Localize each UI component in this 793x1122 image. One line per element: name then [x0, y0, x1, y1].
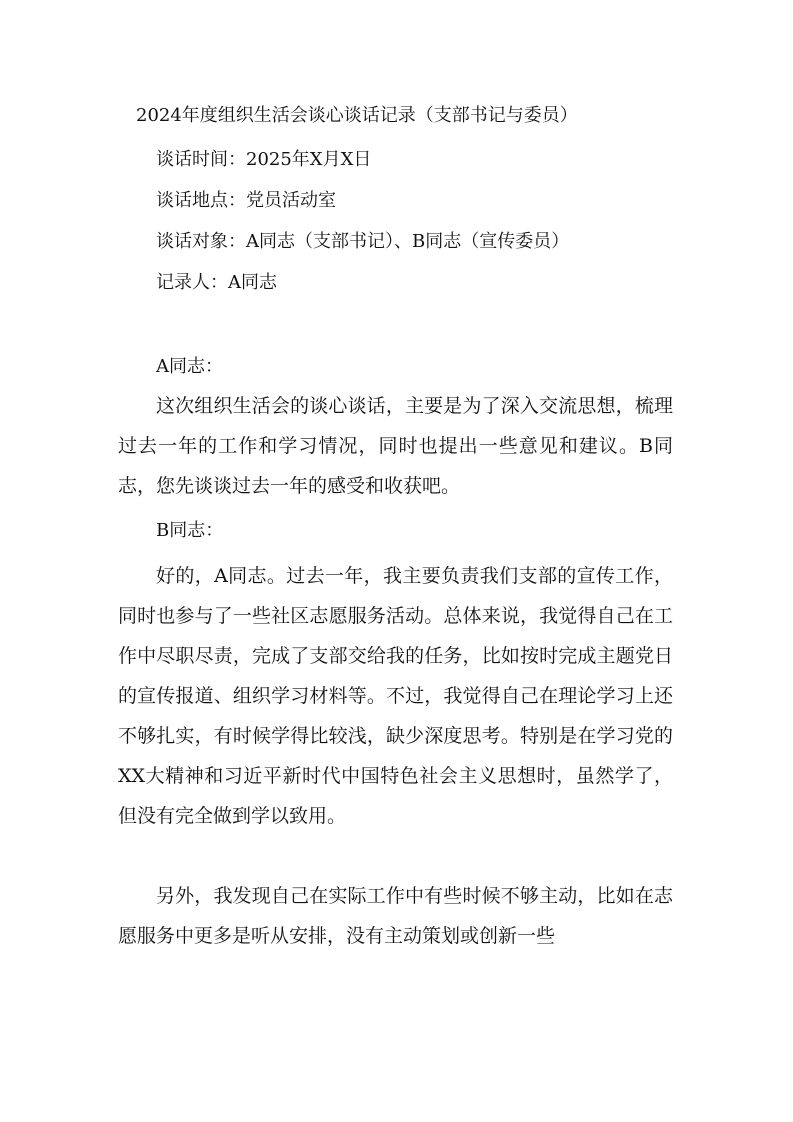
speaker-b-label: B同志： — [156, 520, 224, 541]
meta-location: 谈话地点：党员活动室 — [156, 190, 336, 211]
meta-participants: 谈话对象：A同志（支部书记）、B同志（宣传委员） — [156, 231, 570, 252]
speaker-a-label: A同志： — [156, 356, 223, 377]
meta-time: 谈话时间：2025年X月X日 — [156, 149, 372, 170]
paragraph-b-2: 另外，我发现自己在实际工作中有些时候不够主动，比如在志愿服务中更多是听从安排，没有主动策划或创新一些 — [118, 885, 673, 947]
paragraph-a-1: 这次组织生活会的谈心谈话，主要是为了深入交流思想，梳理过去一年的工作和学习情况，同时也提出一些意见和建议。B同志，您先谈谈过去一年的感受和收获吧。 — [118, 395, 673, 497]
paragraph-b-1: 好的，A同志。过去一年，我主要负责我们支部的宣传工作，同时也参与了一些社区志愿服务活动。总体来说，我觉得自己在工作中尽职尽责，完成了支部交给我的任务，比如按时完成主题党日的宣传报道、组织学习材料等。不过，我觉得自己在理论学习上还不够扎实，有时候学得比较浅，缺少深度思考。特别是在学习党的XX大精神和习近平新时代中国特色社会主义思想时，虽然学了，但没有完全做到学以致用。 — [118, 565, 673, 827]
document-title: 2024年度组织生活会谈心谈话记录（支部书记与委员） — [136, 105, 578, 126]
meta-recorder: 记录人：A同志 — [156, 272, 277, 293]
